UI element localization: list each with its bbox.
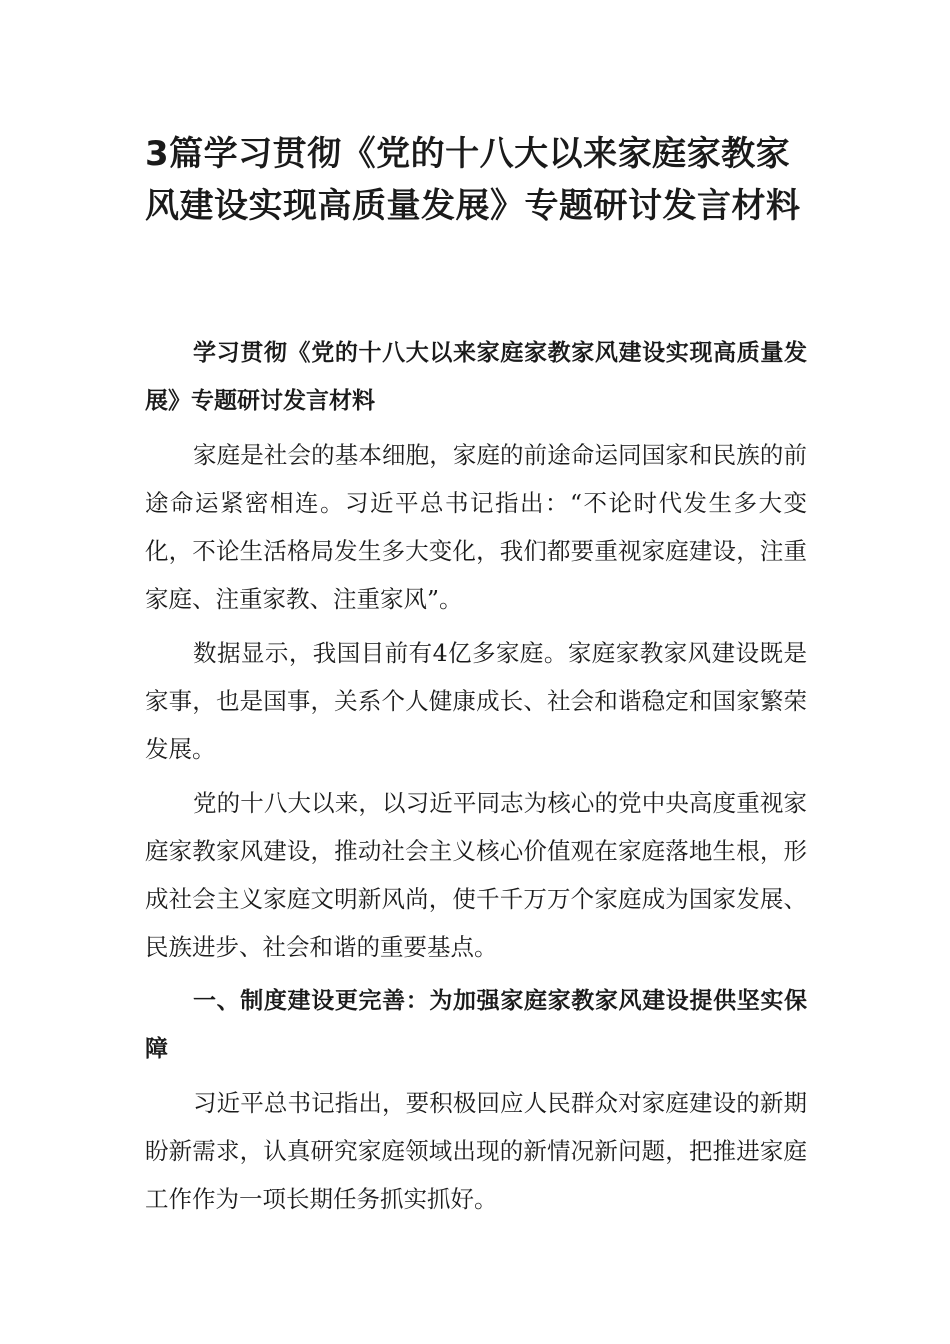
section-heading-main: 学习贯彻《党的十八大以来家庭家教家风建设实现高质量发展》专题研讨发言材料 bbox=[145, 340, 807, 414]
paragraph-2: 数据显示，我国目前有4亿多家庭。家庭家教家风建设既是家事，也是国事，关系个人健康成长、社会和谐稳定和国家繁荣发展。 bbox=[145, 639, 807, 763]
paragraph-3: 党的十八大以来，以习近平同志为核心的党中央高度重视家庭家教家风建设，推动社会主义核心价值观在家庭落地生根，形成社会主义家庭文明新风尚，使千千万万个家庭成为国家发展、民族进步、社会和谐的重要基点。 bbox=[145, 789, 807, 961]
document-body bbox=[145, 329, 807, 1223]
document-title: 3篇学习贯彻《党的十八大以来家庭家教家风建设实现高质量发展》专题研讨发言材料 bbox=[145, 134, 801, 226]
paragraph-4: 习近平总书记指出，要积极回应人民群众对家庭建设的新期盼新需求，认真研究家庭领域出现的新情况新问题，把推进家庭工作作为一项长期任务抓实抓好。 bbox=[145, 1089, 807, 1213]
section-heading-1: 一、制度建设更完善：为加强家庭家教家风建设提供坚实保障 bbox=[145, 988, 807, 1062]
paragraph-1: 家庭是社会的基本细胞，家庭的前途命运同国家和民族的前途命运紧密相连。习近平总书记指出：“不论时代发生多大变化，不论生活格局发生多大变化，我们都要重视家庭建设，注重家庭、注重家教、注重家风”。 bbox=[145, 441, 807, 613]
